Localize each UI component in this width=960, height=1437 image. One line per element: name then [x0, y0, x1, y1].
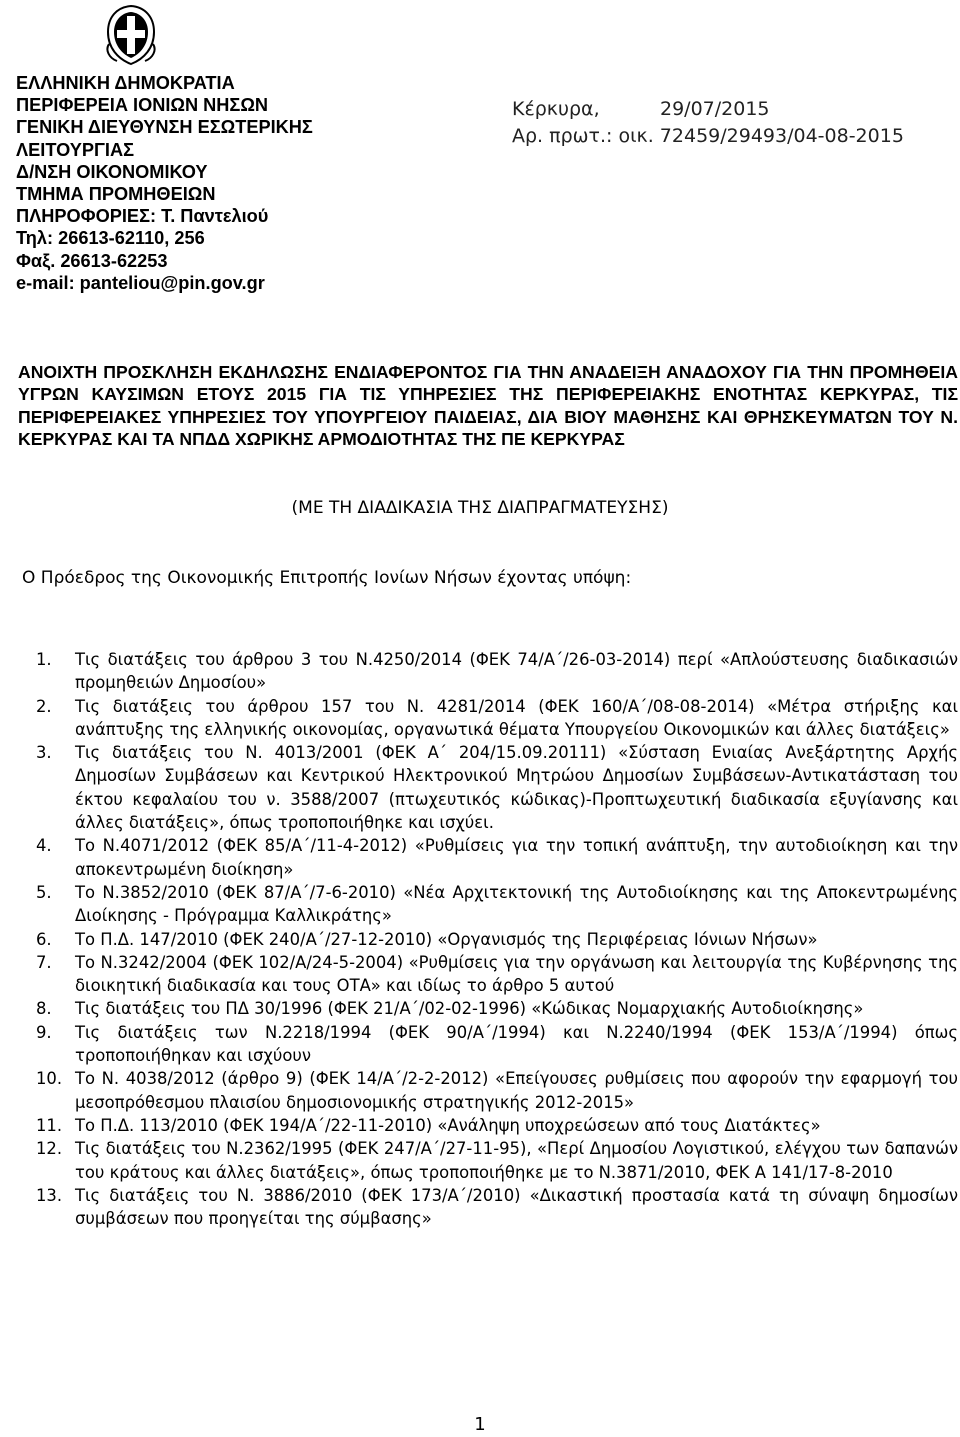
item-number: 8.: [36, 999, 52, 1019]
item-text: Τις διατάξεις του Ν. 4013/2001 (ΦΕΚ Α΄ 204/15.09.20111) «Σύσταση Ενιαίας Ανεξάρτητης Αρχής Δημοσίων Συμβάσεων και Κεντρικού Ηλεκτρονικού Μητρώου Δημοσίων Συμβάσεων-Αντικατάσταση του έκτου κεφαλαίου του ν. 3588/2007 (πτωχευτικός κώδικας)-Προπτωχευτική διαδικασία εξυγίανσης και άλλες διατάξεις», όπως τροποποιήθηκε και ισχύει.: [75, 743, 958, 833]
list-item: [0, 741, 960, 834]
list-item: [0, 834, 960, 881]
item-number: 3.: [36, 743, 52, 763]
item-text: Τις διατάξεις του άρθρου 157 του Ν. 4281/2014 (ΦΕΚ 160/Α΄/08-08-2014) «Μέτρα στήριξης και ανάπτυξης της ελληνικής οικονομίας, οργανωτικά θέματα Υπουργείου Οικονομικών και άλλες διατάξεις»: [75, 696, 958, 739]
item-text: Το Π.Δ. 113/2010 (ΦΕΚ 194/Α΄/22-11-2010) «Ανάληψη υποχρεώσεων από τους Διατάκτες»: [75, 1115, 821, 1135]
issuing-authority-block: [16, 72, 486, 294]
list-item: [0, 1184, 960, 1231]
item-text: Τις διατάξεις του ΠΔ 30/1996 (ΦΕΚ 21/Α΄/02-02-1996) «Κώδικας Νομαρχιακής Αυτοδιοίκησης»: [75, 999, 864, 1019]
org-line: ΓΕΝΙΚΗ ΔΙΕΥΘΥΝΣΗ ΕΣΩΤΕΡΙΚΗΣ: [16, 117, 313, 138]
item-number: 1.: [36, 650, 52, 669]
org-line: ΕΛΛΗΝΙΚΗ ΔΗΜΟΚΡΑΤΙΑ: [16, 73, 235, 93]
org-line: e-mail: panteliou@pin.gov.gr: [16, 272, 265, 293]
procedure-subtitle: (ΜΕ ΤΗ ΔΙΑΔΙΚΑΣΙΑ ΤΗΣ ΔΙΑΠΡΑΓΜΑΤΕΥΣΗΣ): [291, 498, 669, 518]
item-number: 6.: [36, 929, 52, 949]
list-item: [0, 997, 960, 1020]
org-line: Τηλ: 26613-62110, 256: [16, 228, 205, 249]
list-item: [0, 928, 960, 951]
list-item: [0, 1021, 960, 1068]
item-number: 4.: [36, 836, 52, 856]
page-number: 1: [474, 1414, 486, 1435]
list-item: [0, 951, 960, 998]
item-number: 10.: [36, 1069, 63, 1089]
protocol-number: Αρ. πρωτ.: οικ. 72459/29493/04-08-2015: [512, 125, 904, 147]
greek-coat-of-arms-emblem: [103, 4, 159, 66]
org-line: ΤΜΗΜΑ ΠΡΟΜΗΘΕΙΩΝ: [16, 184, 216, 205]
item-text: Τις διατάξεις των Ν.2218/1994 (ΦΕΚ 90/Α΄/1994) και Ν.2240/1994 (ΦΕΚ 153/Α΄/1994) όπως τροποποιήθηκαν και ισχύουν: [75, 1022, 958, 1066]
list-item: [0, 1067, 960, 1114]
item-number: 11.: [36, 1115, 63, 1135]
item-text: Το Ν. 4038/2012 (άρθρο 9) (ΦΕΚ 14/Α΄/2-2-2012) «Επείγουσες ρυθμίσεις που αφορούν την εφαρμογή του μεσοπρόθεσμου πλαισίου δημοσιονομικής στρατηγικής 2012-2015»: [75, 1069, 958, 1112]
org-line: Δ/ΝΣΗ ΟΙΚΟΝΟΜΙΚΟΥ: [16, 161, 208, 182]
document-title: ΑΝΟΙΧΤΗ ΠΡΟΣΚΛΗΣΗ ΕΚΔΗΛΩΣΗΣ ΕΝΔΙΑΦΕΡΟΝΤΟΣ ΓΙΑ ΤΗΝ ΑΝΑΔΕΙΞΗ ΑΝΑΔΟΧΟΥ ΓΙΑ ΤΗΝ ΠΡΟΜΗΘΕΙΑ ΥΓΡΩΝ ΚΑΥΣΙΜΩΝ ΕΤΟΥΣ 2015 ΓΙΑ ΤΙΣ ΥΠΗΡΕΣΙΕΣ ΤΗΣ ΠΕΡΙΦΕΡΕΙΑΚΗΣ ΕΝΟΤΗΤΑΣ ΚΕΡΚΥΡΑΣ, ΤΙΣ ΠΕΡΙΦΕΡΕΙΑΚΕΣ ΥΠΗΡΕΣΙΕΣ ΤΟΥ ΥΠΟΥΡΓΕΙΟΥ ΠΑΙΔΕΙΑΣ, ΔΙΑ ΒΙΟΥ ΜΑΘΗΣΗΣ ΚΑΙ ΘΡΗΣΚΕΥΜΑΤΩΝ ΤΟΥ Ν. ΚΕΡΚΥΡΑΣ ΚΑΙ ΤΑ ΝΠΔΔ ΧΩΡΙΚΗΣ ΑΡΜΟΔΙΟΤΗΤΑΣ ΤΗΣ ΠΕ ΚΕΡΚΥΡΑΣ: [18, 362, 958, 449]
item-number: 13.: [36, 1185, 63, 1205]
item-text: Τις διατάξεις του Ν.2362/1995 (ΦΕΚ 247/Α΄/27-11-95), «Περί Δημοσίου Λογιστικού, ελέγχου των δαπανών του κράτους και άλλες διατάξεις», όπως τροποποιήθηκε με το Ν.3871/2010, ΦΕΚ Α 141/17-8-2010: [75, 1139, 958, 1182]
list-item: [0, 881, 960, 928]
org-line: ΛΕΙΤΟΥΡΓΙΑΣ: [16, 139, 135, 160]
org-line: Φαξ. 26613-62253: [16, 250, 168, 271]
org-line: ΠΕΡΙΦΕΡΕΙΑ ΙΟΝΙΩΝ ΝΗΣΩΝ: [16, 95, 269, 116]
place-date-block: [512, 96, 904, 150]
list-item: [0, 695, 960, 742]
intro-sentence: Ο Πρόεδρος της Οικονομικής Επιτροπής Ιονίων Νήσων έχοντας υπόψη:: [22, 568, 632, 588]
item-number: 2.: [36, 696, 52, 716]
item-text: Το Ν.3242/2004 (ΦΕΚ 102/Α/24-5-2004) «Ρυθμίσεις για την οργάνωση και λειτουργία της Κυβέρνησης της διοικητική διαδικασία και τους ΟΤΑ» και ιδίως το άρθρο 5 αυτού: [75, 952, 958, 996]
item-text: Τις διατάξεις του άρθρου 3 του Ν.4250/2014 (ΦΕΚ 74/Α΄/26-03-2014) περί «Απλούστευσης διαδικασιών προμηθειών Δημοσίου»: [75, 650, 958, 693]
org-line: ΠΛΗΡΟΦΟΡΙΕΣ: Τ. Παντελιού: [16, 206, 269, 227]
item-number: 9.: [36, 1022, 52, 1042]
item-text: Το Ν.3852/2010 (ΦΕΚ 87/Α΄/7-6-2010) «Νέα Αρχιτεκτονική της Αυτοδιοίκησης και της Αποκεντρωμένης Διοίκησης - Πρόγραμμα Καλλικράτης»: [75, 882, 958, 926]
legal-basis-list: [0, 648, 960, 1230]
item-text: Τις διατάξεις του Ν. 3886/2010 (ΦΕΚ 173/Α΄/2010) «Δικαστική προστασία κατά τη σύναψη δημοσίων συμβάσεων που προηγείται της σύμβασης»: [75, 1185, 958, 1229]
item-text: Το Ν.4071/2012 (ΦΕΚ 85/Α΄/11-4-2012) «Ρυθμίσεις για την τοπική ανάπτυξη, την αυτοδιοίκηση και την αποκεντρωμένη διοίκηση»: [75, 836, 958, 879]
item-text: Το Π.Δ. 147/2010 (ΦΕΚ 240/Α΄/27-12-2010) «Οργανισμός της Περιφέρειας Ιόνιων Νήσων»: [75, 929, 818, 949]
list-item: [0, 648, 960, 695]
list-item: [0, 1137, 960, 1184]
place-name: Κέρκυρα,: [512, 98, 600, 120]
document-date: 29/07/2015: [660, 98, 770, 120]
item-number: 7.: [36, 952, 52, 972]
item-number: 5.: [36, 882, 52, 902]
list-item: [0, 1114, 960, 1137]
item-number: 12.: [36, 1139, 63, 1159]
